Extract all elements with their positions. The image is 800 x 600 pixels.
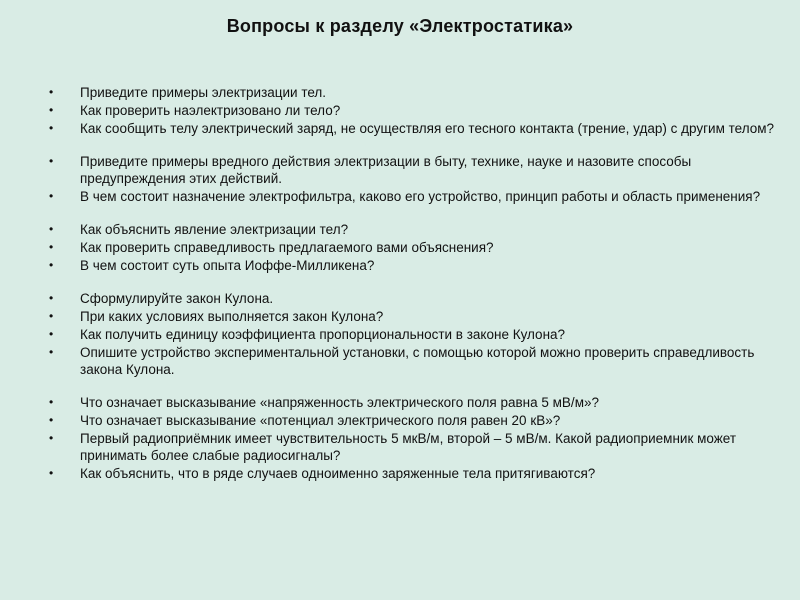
bullet-icon: • (49, 431, 54, 445)
question-text: В чем состоит назначение электрофильтра, каково его устройство, принцип работы и область применения? (80, 189, 761, 204)
question-item (44, 308, 784, 325)
question-text: Сформулируйте закон Кулона. (80, 291, 274, 306)
question-text: Первый радиоприёмник имеет чувствительность 5 мкВ/м, второй – 5 мВ/м. Какой радиоприемник может принимать более слабые радиосигналы? (80, 431, 737, 463)
bullet-icon: • (49, 222, 54, 236)
bullet-icon: • (49, 258, 54, 272)
bullet-icon: • (49, 189, 54, 203)
question-group (44, 221, 784, 274)
question-item (44, 412, 784, 429)
question-item (44, 257, 784, 274)
bullet-icon: • (49, 121, 54, 135)
question-group-list (44, 221, 784, 274)
question-item (44, 290, 784, 307)
question-group-list (44, 84, 784, 137)
question-item (44, 430, 784, 464)
bullet-icon: • (49, 309, 54, 323)
question-item (44, 84, 784, 101)
bullet-icon: • (49, 413, 54, 427)
question-text: В чем состоит суть опыта Иоффе-Милликена? (80, 258, 375, 273)
question-group (44, 84, 784, 137)
question-text: Как сообщить телу электрический заряд, не осуществляя его тесного контакта (трение, удар) с другим телом? (80, 121, 775, 136)
bullet-icon: • (49, 327, 54, 341)
question-item (44, 120, 784, 137)
bullet-icon: • (49, 240, 54, 254)
question-item (44, 465, 784, 482)
bullet-icon: • (49, 395, 54, 409)
question-item (44, 188, 784, 205)
question-list (44, 84, 784, 498)
bullet-icon: • (49, 154, 54, 168)
question-group (44, 290, 784, 378)
question-text: Опишите устройство экспериментальной установки, с помощью которой можно проверить справедливость закона Кулона. (80, 345, 755, 377)
question-text: Как объяснить, что в ряде случаев одноименно заряженные тела притягиваются? (80, 466, 596, 481)
question-group-list (44, 290, 784, 378)
question-item (44, 153, 784, 187)
question-group-list (44, 153, 784, 205)
bullet-icon: • (49, 103, 54, 117)
question-text: При каких условиях выполняется закон Кулона? (80, 309, 384, 324)
page-title: Вопросы к разделу «Электростатика» (226, 16, 574, 36)
question-text: Приведите примеры электризации тел. (80, 85, 327, 100)
question-item (44, 326, 784, 343)
question-item (44, 239, 784, 256)
bullet-icon: • (49, 466, 54, 480)
question-item (44, 102, 784, 119)
bullet-icon: • (49, 85, 54, 99)
question-text: Что означает высказывание «потенциал электрического поля равен 20 кВ»? (80, 413, 561, 428)
question-text: Как объяснить явление электризации тел? (80, 222, 349, 237)
question-group (44, 153, 784, 205)
bullet-icon: • (49, 291, 54, 305)
question-text: Как проверить наэлектризовано ли тело? (80, 103, 341, 118)
question-item (44, 221, 784, 238)
question-group (44, 394, 784, 482)
question-item (44, 344, 784, 378)
question-text: Приведите примеры вредного действия электризации в быту, технике, науке и назовите способы предупреждения этих действий. (80, 154, 692, 186)
question-text: Как проверить справедливость предлагаемого вами объяснения? (80, 240, 494, 255)
question-group-list (44, 394, 784, 482)
question-text: Что означает высказывание «напряженность электрического поля равна 5 мВ/м»? (80, 395, 599, 410)
question-item (44, 394, 784, 411)
bullet-icon: • (49, 345, 54, 359)
question-text: Как получить единицу коэффициента пропорциональности в законе Кулона? (80, 327, 566, 342)
